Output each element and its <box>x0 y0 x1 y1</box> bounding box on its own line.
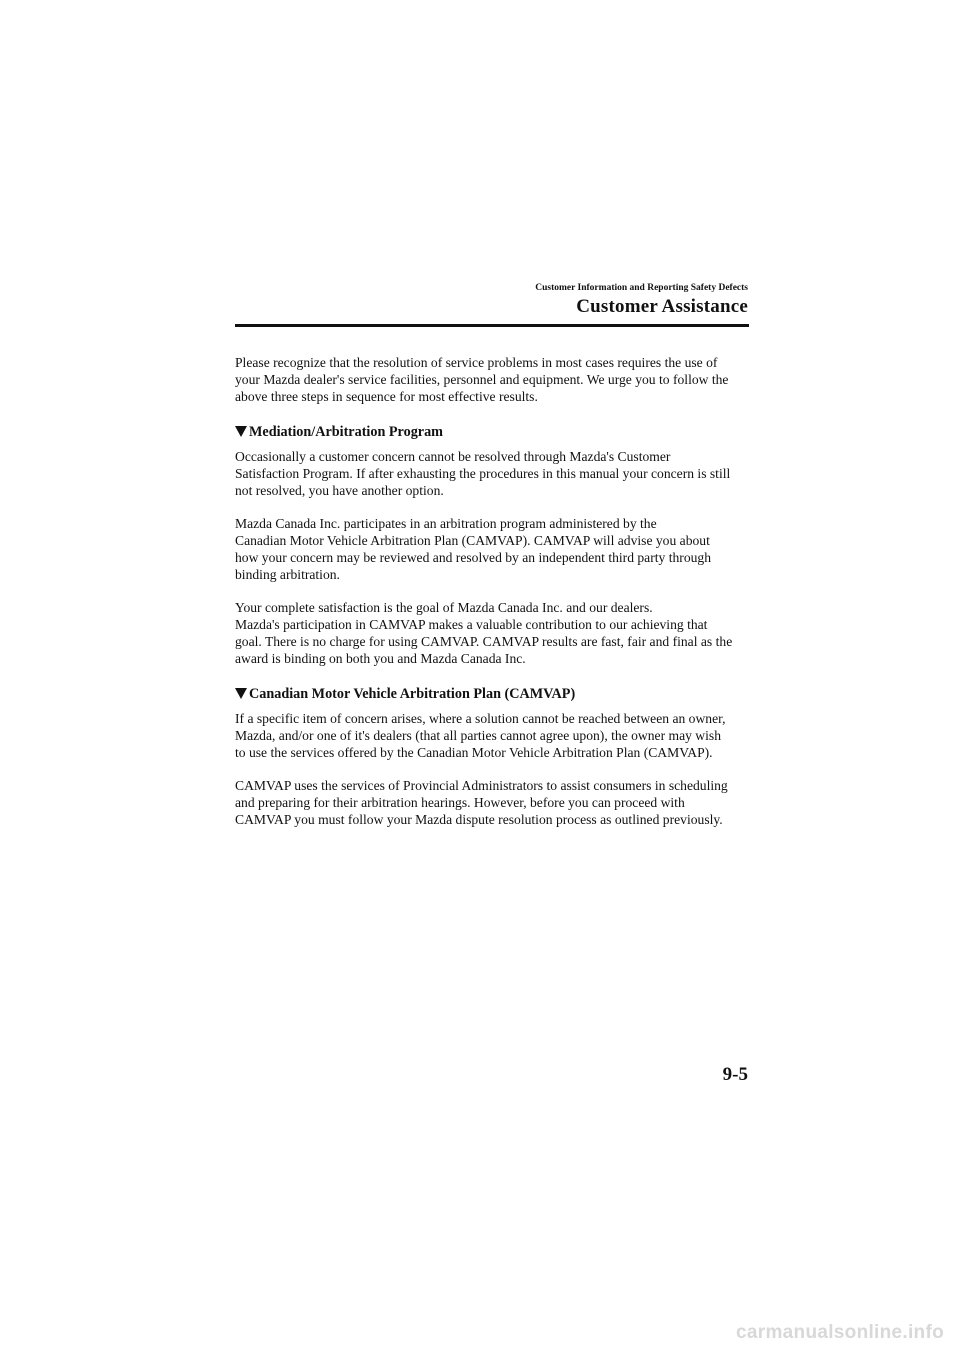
text-line: above three steps in sequence for most effective results. <box>235 389 538 404</box>
text-line: CAMVAP uses the services of Provincial Administrators to assist consumers in scheduling <box>235 778 728 793</box>
heading-text: Canadian Motor Vehicle Arbitration Plan (CAMVAP) <box>249 686 576 702</box>
triangle-down-icon <box>235 426 247 437</box>
chapter-title: Customer Information and Reporting Safety Defects <box>535 283 748 293</box>
text-line: Occasionally a customer concern cannot be resolved through Mazda's Customer <box>235 449 671 464</box>
text-line: how your concern may be reviewed and resolved by an independent third party through <box>235 550 712 565</box>
paragraph <box>235 448 751 499</box>
text-line: Satisfaction Program. If after exhausting the procedures in this manual your concern is still <box>235 466 731 481</box>
paragraph <box>235 777 751 828</box>
heading-text: Mediation/Arbitration Program <box>249 424 443 440</box>
heading-mediation-arbitration <box>235 422 751 442</box>
intro-paragraph <box>235 354 751 405</box>
section-title: Customer Assistance <box>576 296 748 317</box>
header-rule <box>235 324 749 327</box>
triangle-down-icon <box>235 688 247 699</box>
text-line: award is binding on both you and Mazda Canada Inc. <box>235 651 526 666</box>
page-content <box>235 354 751 828</box>
text-line: binding arbitration. <box>235 567 340 582</box>
text-line: Canadian Motor Vehicle Arbitration Plan (CAMVAP). CAMVAP will advise you about <box>235 533 710 548</box>
text-line: Mazda's participation in CAMVAP makes a valuable contribution to our achieving that <box>235 617 708 632</box>
paragraph <box>235 599 751 667</box>
text-line: Mazda Canada Inc. participates in an arbitration program administered by the <box>235 516 657 531</box>
text-line: Mazda, and/or one of it's dealers (that all parties cannot agree upon), the owner may wish <box>235 728 721 743</box>
text-line: and preparing for their arbitration hearings. However, before you can proceed with <box>235 795 685 810</box>
text-line: not resolved, you have another option. <box>235 483 444 498</box>
watermark: carmanualsonline.info <box>736 1322 944 1343</box>
text-line: Your complete satisfaction is the goal of Mazda Canada Inc. and our dealers. <box>235 600 653 615</box>
paragraph <box>235 515 751 583</box>
text-line: goal. There is no charge for using CAMVAP. CAMVAP results are fast, fair and final as the <box>235 634 733 649</box>
text-line: CAMVAP you must follow your Mazda dispute resolution process as outlined previously. <box>235 812 723 827</box>
text-line: Please recognize that the resolution of service problems in most cases requires the use of <box>235 355 718 370</box>
page-number: 9-5 <box>722 1064 748 1085</box>
text-line: If a specific item of concern arises, where a solution cannot be reached between an owner, <box>235 711 726 726</box>
heading-camvap <box>235 684 751 704</box>
paragraph <box>235 710 751 761</box>
text-line: your Mazda dealer's service facilities, personnel and equipment. We urge you to follow the <box>235 372 729 387</box>
text-line: to use the services offered by the Canadian Motor Vehicle Arbitration Plan (CAMVAP). <box>235 745 713 760</box>
